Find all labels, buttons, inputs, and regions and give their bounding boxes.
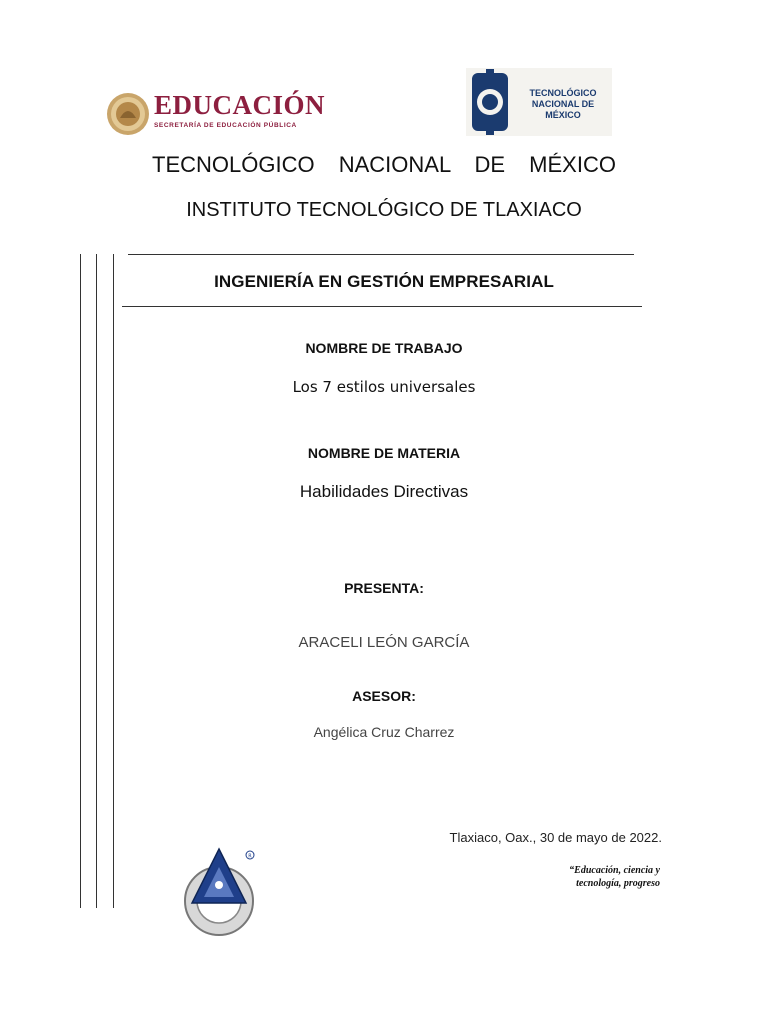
place-date: Tlaxiaco, Oax., 30 de mayo de 2022. bbox=[449, 830, 662, 845]
motto bbox=[500, 864, 660, 890]
tecnm-logo-line2: NACIONAL DE MÉXICO bbox=[531, 99, 595, 120]
advisor-name: Angélica Cruz Charrez bbox=[313, 724, 455, 740]
advisor-label: ASESOR: bbox=[352, 688, 416, 704]
bottom-divider bbox=[122, 306, 642, 307]
subject-name-label: NOMBRE DE MATERIA bbox=[307, 445, 461, 461]
career-title: INGENIERÍA EN GESTIÓN EMPRESARIAL bbox=[214, 272, 554, 291]
mexico-seal-icon bbox=[106, 90, 150, 138]
itt-emblem-icon bbox=[176, 845, 262, 937]
sep-logo-title: EDUCACIÓN bbox=[154, 90, 326, 120]
institution-title: TECNOLÓGICO NACIONAL DE MÉXICO bbox=[152, 152, 616, 177]
sep-logo bbox=[104, 88, 324, 140]
presenter-name: ARACELI LEÓN GARCÍA bbox=[298, 634, 470, 651]
work-name-value: Los 7 estilos universales bbox=[292, 378, 476, 396]
tecnm-logo-line1: TECNOLÓGICO bbox=[529, 88, 597, 98]
subject-name-value: Habilidades Directivas bbox=[299, 482, 469, 501]
campus-title: INSTITUTO TECNOLÓGICO DE TLAXIACO bbox=[186, 199, 582, 221]
tecnm-logo-text bbox=[514, 88, 612, 121]
tecnm-gear-icon bbox=[468, 69, 512, 135]
tecnm-logo bbox=[466, 68, 612, 136]
motto-line-2: tecnología, progreso bbox=[576, 878, 660, 889]
itt-logo bbox=[176, 845, 262, 937]
top-divider bbox=[128, 254, 634, 255]
work-name-label: NOMBRE DE TRABAJO bbox=[305, 340, 463, 356]
motto-line-1: “Educación, ciencia y bbox=[569, 865, 660, 876]
sep-logo-subtitle: SECRETARÍA DE EDUCACIÓN PÚBLICA bbox=[154, 122, 297, 129]
svg-text:R: R bbox=[248, 853, 252, 860]
presenter-label: PRESENTA: bbox=[344, 580, 424, 596]
